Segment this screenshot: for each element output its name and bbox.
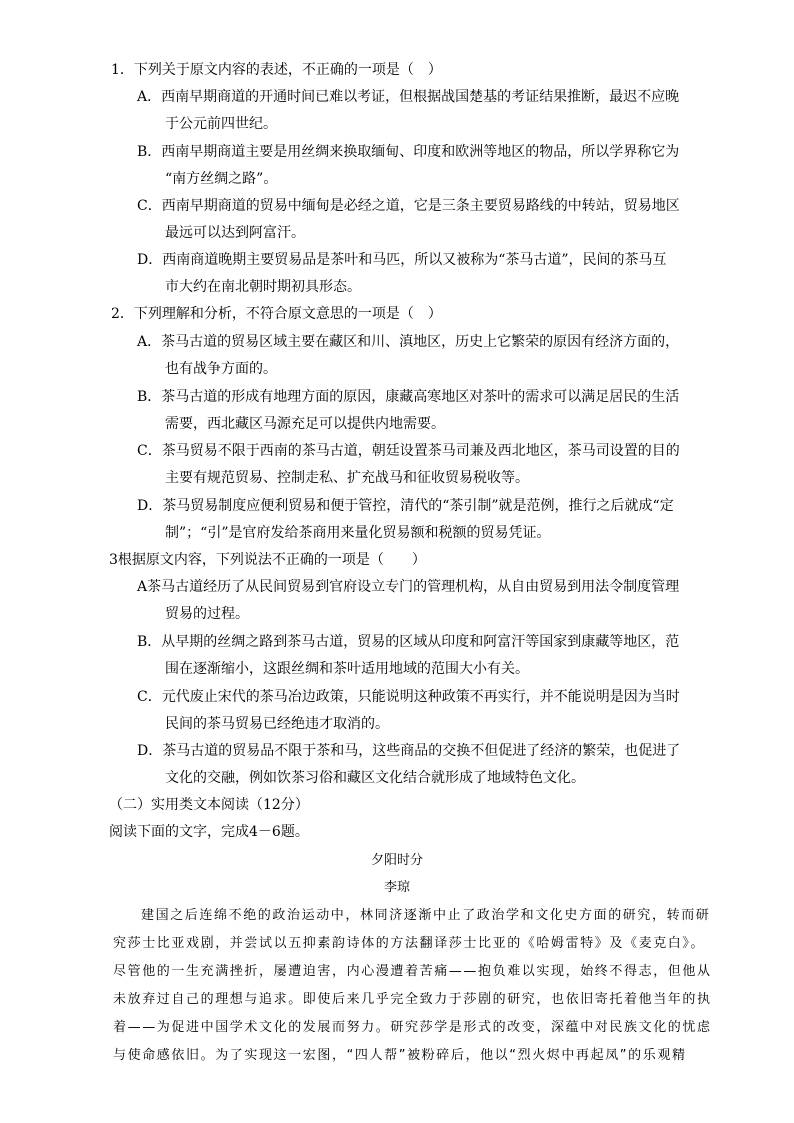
question-2-option-d-cont: 制”；“引”是官府发给茶商用来量化贸易额和税额的贸易凭证。 — [165, 525, 551, 541]
question-3-option-c: C．元代废止宋代的茶马冶边政策，只能说明这种政策不再实行，并不能说明是因为当时 — [137, 689, 680, 705]
question-2-option-b-cont: 需要，西北藏区马源充足可以提供内地需要。 — [165, 416, 445, 432]
question-1-option-d-cont: 市大约在南北朝时期初具形态。 — [165, 279, 361, 295]
question-1-option-a-cont: 于公元前四世纪。 — [165, 116, 277, 132]
question-2-option-c: C．茶马贸易不限于西南的茶马古道，朝廷设置茶马司兼及西北地区，茶马司设置的目的 — [137, 443, 680, 459]
question-3-option-c-cont: 民间的茶马贸易已经绝违才取消的。 — [165, 716, 389, 732]
article-title: 夕阳时分 — [370, 853, 423, 868]
article-line: 建国之后连绵不绝的政治运动中，林同济逐渐中止了政治学和文化史方面的研究，转而研 — [141, 908, 711, 923]
question-1-option-c: C．西南早期商道的贸易中缅甸是必经之道，它是三条主要贸易路线的中转站，贸易地区 — [137, 198, 680, 214]
question-3-option-b-cont: 围在逐渐缩小，这跟丝绸和茶叶适用地域的范围大小有关。 — [165, 661, 529, 677]
question-3-option-a-cont: 贸易的过程。 — [165, 606, 249, 622]
article-line: 尽管他的一生充满挫折，屡遭迫害，内心漫遭着苦痛——抱负难以实现，始终不得志，但他从 — [113, 964, 712, 979]
article-line: 着——为促进中国学术文化的发展而努力。研究莎学是形式的改变，深蕴中对民族文化的忧虑 — [113, 1020, 712, 1035]
article-line: 未放弃过自己的理想与追求。即使后来几乎完全致力于莎剧的研究，也依旧寄托着他当年的执 — [113, 992, 712, 1007]
question-2-option-c-cont: 主要有规范贸易、控制走私、扩充战马和征收贸易税收等。 — [165, 470, 529, 486]
question-2-stem: 2．下列理解和分析，不符合原文意思的一项是（ ） — [111, 306, 442, 322]
question-1-option-b: B．西南早期商道主要是用丝绸来换取缅甸、印度和欧洲等地区的物品，所以学界称它为 — [137, 144, 680, 160]
article-line: 究莎士比亚戏剧，并尝试以五抑素韵诗体的方法翻译莎士比亚的《哈姆雷特》及《麦克白》。 — [113, 936, 706, 951]
question-3-option-a: A茶马古道经历了从民间贸易到官府设立专门的管理机构，从自由贸易到用法令制度管理 — [137, 579, 680, 595]
article-line: 与使命感依旧。为了实现这一宏图，“四人帮”被粉碎后，他以“烈火烬中再起凤”的乐观精 — [113, 1048, 687, 1063]
question-1-option-c-cont: 最远可以达到阿富汗。 — [165, 225, 305, 241]
section-heading: （二）实用类文本阅读（12分） — [109, 797, 309, 813]
question-2-option-d: D．茶马贸易制度应便利贸易和便于管控，清代的“茶引制”就是范例，推行之后就成“定 — [137, 498, 674, 514]
question-1-option-b-cont: “南方丝绸之路”。 — [165, 171, 278, 187]
question-2-option-a-cont: 也有战争方面的。 — [165, 361, 277, 377]
question-3-option-b: B．从早期的丝绸之路到茶马古道，贸易的区域从印度和阿富汗等国家到康藏等地区，范 — [137, 634, 680, 650]
question-2-option-b: B．茶马古道的形成有地理方面的原因，康藏高寒地区对茶叶的需求可以满足居民的生活 — [137, 389, 680, 405]
question-3-stem: 3根据原文内容，下列说法不正确的一项是（ ） — [109, 552, 426, 568]
question-1-option-d: D．西南商道晚期主要贸易品是茶叶和马匹，所以又被称为“茶马古道”，民间的茶马互 — [137, 252, 667, 268]
article-author: 李琼 — [383, 880, 410, 895]
question-3-option-d-cont: 文化的交融，例如饮茶习俗和藏区文化结合就形成了地域特色文化。 — [165, 770, 585, 786]
question-1-stem: 1．下列关于原文内容的表述，不正确的一项是（ ） — [111, 62, 442, 78]
question-3-option-d: D．茶马古道的贸易品不限于茶和马，这些商品的交换不但促进了经济的繁荣，也促进了 — [137, 743, 681, 759]
question-2-option-a: A．茶马古道的贸易区域主要在藏区和川、滇地区，历史上它繁荣的原因有经济方面的， — [137, 334, 680, 350]
question-1-option-a: A．西南早期商道的开通时间已难以考证，但根据战国楚基的考证结果推断，最迟不应晚 — [137, 89, 680, 105]
section-instruction: 阅读下面的文字，完成4－6题。 — [109, 824, 309, 840]
